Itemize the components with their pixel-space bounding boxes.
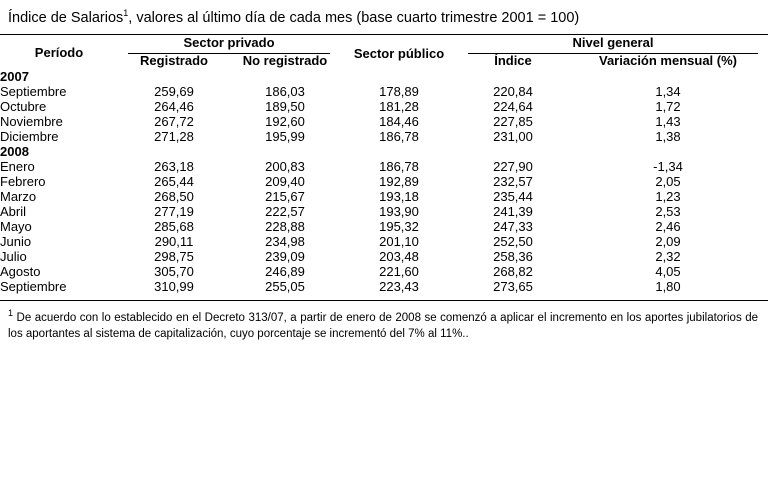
header-sector-publico [340,35,458,69]
page-title-text-before: Índice de Salarios [8,9,124,26]
row-registrado: 265,44 [154,174,194,190]
row-sector-publico: 192,89 [379,174,419,190]
row-sector-publico: 193,90 [379,204,419,220]
row-period: Marzo [0,189,37,205]
row-registrado: 259,69 [154,84,194,100]
row-period: Julio [0,249,27,265]
row-indice: 273,65 [493,279,533,295]
row-no-registrado: 200,83 [265,159,305,175]
row-sector-publico: 223,43 [379,279,419,295]
table-row [0,159,768,174]
row-sector-publico: 184,46 [379,114,419,130]
page-title [0,0,768,34]
row-sector-publico: 195,32 [379,219,419,235]
row-no-registrado: 246,89 [265,264,305,280]
row-variacion: -1,34 [653,159,683,175]
row-variacion: 1,34 [655,84,681,100]
row-variacion: 2,05 [655,174,681,190]
row-period: Septiembre [0,84,67,100]
row-registrado: 263,18 [154,159,194,175]
row-period: Junio [0,234,32,250]
table-row [0,174,768,189]
row-no-registrado: 186,03 [265,84,305,100]
row-registrado: 290,11 [154,234,194,250]
row-indice: 235,44 [493,189,533,205]
table-body [0,69,768,294]
row-registrado: 268,50 [154,189,194,205]
header-periodo: Período [34,44,84,60]
row-period: Mayo [0,219,32,235]
row-variacion: 2,32 [655,249,681,265]
table-header [0,35,768,69]
row-indice: 227,85 [493,114,533,130]
row-indice: 227,90 [493,159,533,175]
header-registrado: Registrado [140,53,208,69]
header-group-sector-privado [118,35,340,54]
table-row [0,99,768,114]
row-no-registrado: 189,50 [265,99,305,115]
section-year-row [0,144,768,159]
row-indice: 224,64 [493,99,533,115]
footnote-marker: 1 [8,308,14,319]
row-period: Noviembre [0,114,63,130]
table-row [0,219,768,234]
row-no-registrado: 192,60 [265,114,305,130]
table-row [0,234,768,249]
row-no-registrado: 222,57 [265,204,305,220]
page-title-footnote-marker: 1 [123,8,129,18]
table-header-group-row [0,35,768,54]
row-indice: 258,36 [493,249,533,265]
row-indice: 220,84 [493,84,533,100]
row-period: Septiembre [0,279,67,295]
table-row [0,204,768,219]
table-row [0,84,768,99]
section-year-row [0,69,768,84]
header-variacion-mensual: Variación mensual (%) [599,53,737,69]
table-row [0,129,768,144]
row-variacion: 1,43 [655,114,681,130]
row-no-registrado: 234,98 [265,234,305,250]
table-row [0,264,768,279]
row-period: Enero [0,159,35,175]
footnote-text: De acuerdo con lo establecido en el Decreto 313/07, a partir de enero de 2008 se comenzó a aplicar el incremento en los aportes jubilatorios de los aportantes al sistema de capitalización, cuyo porcentaje se incrementó del 7% al 11%.. [8,311,758,340]
header-no-registrado: No registrado [242,53,328,69]
row-sector-publico: 186,78 [379,159,419,175]
row-period: Abril [0,204,27,220]
section-year-label: 2008 [0,144,29,160]
row-registrado: 285,68 [154,219,194,235]
row-variacion: 1,23 [655,189,681,205]
row-period: Febrero [0,174,46,190]
row-sector-publico: 203,48 [379,249,419,265]
section-year-label: 2007 [0,69,29,85]
table-row [0,249,768,264]
table-row [0,114,768,129]
row-indice: 241,39 [493,204,533,220]
row-indice: 231,00 [493,129,533,145]
row-sector-publico: 181,28 [379,99,419,115]
row-variacion: 4,05 [655,264,681,280]
header-sector-publico-label: Sector público [353,46,445,62]
row-period: Diciembre [0,129,59,145]
footnote [0,301,768,342]
row-no-registrado: 239,09 [265,249,305,265]
row-registrado: 277,19 [154,204,194,220]
row-sector-publico: 178,89 [379,84,419,100]
row-variacion: 2,09 [655,234,681,250]
row-registrado: 264,46 [154,99,194,115]
row-registrado: 271,28 [154,129,194,145]
row-indice: 252,50 [493,234,533,250]
header-group-nivel-general-label: Nivel general [572,35,654,51]
row-registrado: 298,75 [154,249,194,265]
row-period: Octubre [0,99,47,115]
row-no-registrado: 209,40 [265,174,305,190]
header-group-nivel-general [458,35,768,54]
row-sector-publico: 201,10 [379,234,419,250]
table-row [0,189,768,204]
row-registrado: 267,72 [154,114,194,130]
row-indice: 247,33 [493,219,533,235]
row-variacion: 2,46 [655,219,681,235]
header-indice: Índice [494,53,532,69]
row-sector-publico: 221,60 [379,264,419,280]
row-no-registrado: 215,67 [265,189,305,205]
row-period: Agosto [0,264,41,280]
table-row [0,279,768,294]
row-registrado: 305,70 [154,264,194,280]
row-variacion: 1,72 [655,99,681,115]
row-sector-publico: 193,18 [379,189,419,205]
row-indice: 268,82 [493,264,533,280]
row-variacion: 1,38 [655,129,681,145]
row-no-registrado: 228,88 [265,219,305,235]
row-registrado: 310,99 [154,279,194,295]
row-no-registrado: 255,05 [265,279,305,295]
row-sector-publico: 186,78 [379,129,419,145]
row-indice: 232,57 [493,174,533,190]
page-title-text-after: , valores al último día de cada mes (base cuarto trimestre 2001 = 100) [128,9,580,26]
salary-index-table [0,35,768,294]
row-no-registrado: 195,99 [265,129,305,145]
row-variacion: 1,80 [655,279,681,295]
header-group-sector-privado-label: Sector privado [183,35,275,51]
row-variacion: 2,53 [655,204,681,220]
